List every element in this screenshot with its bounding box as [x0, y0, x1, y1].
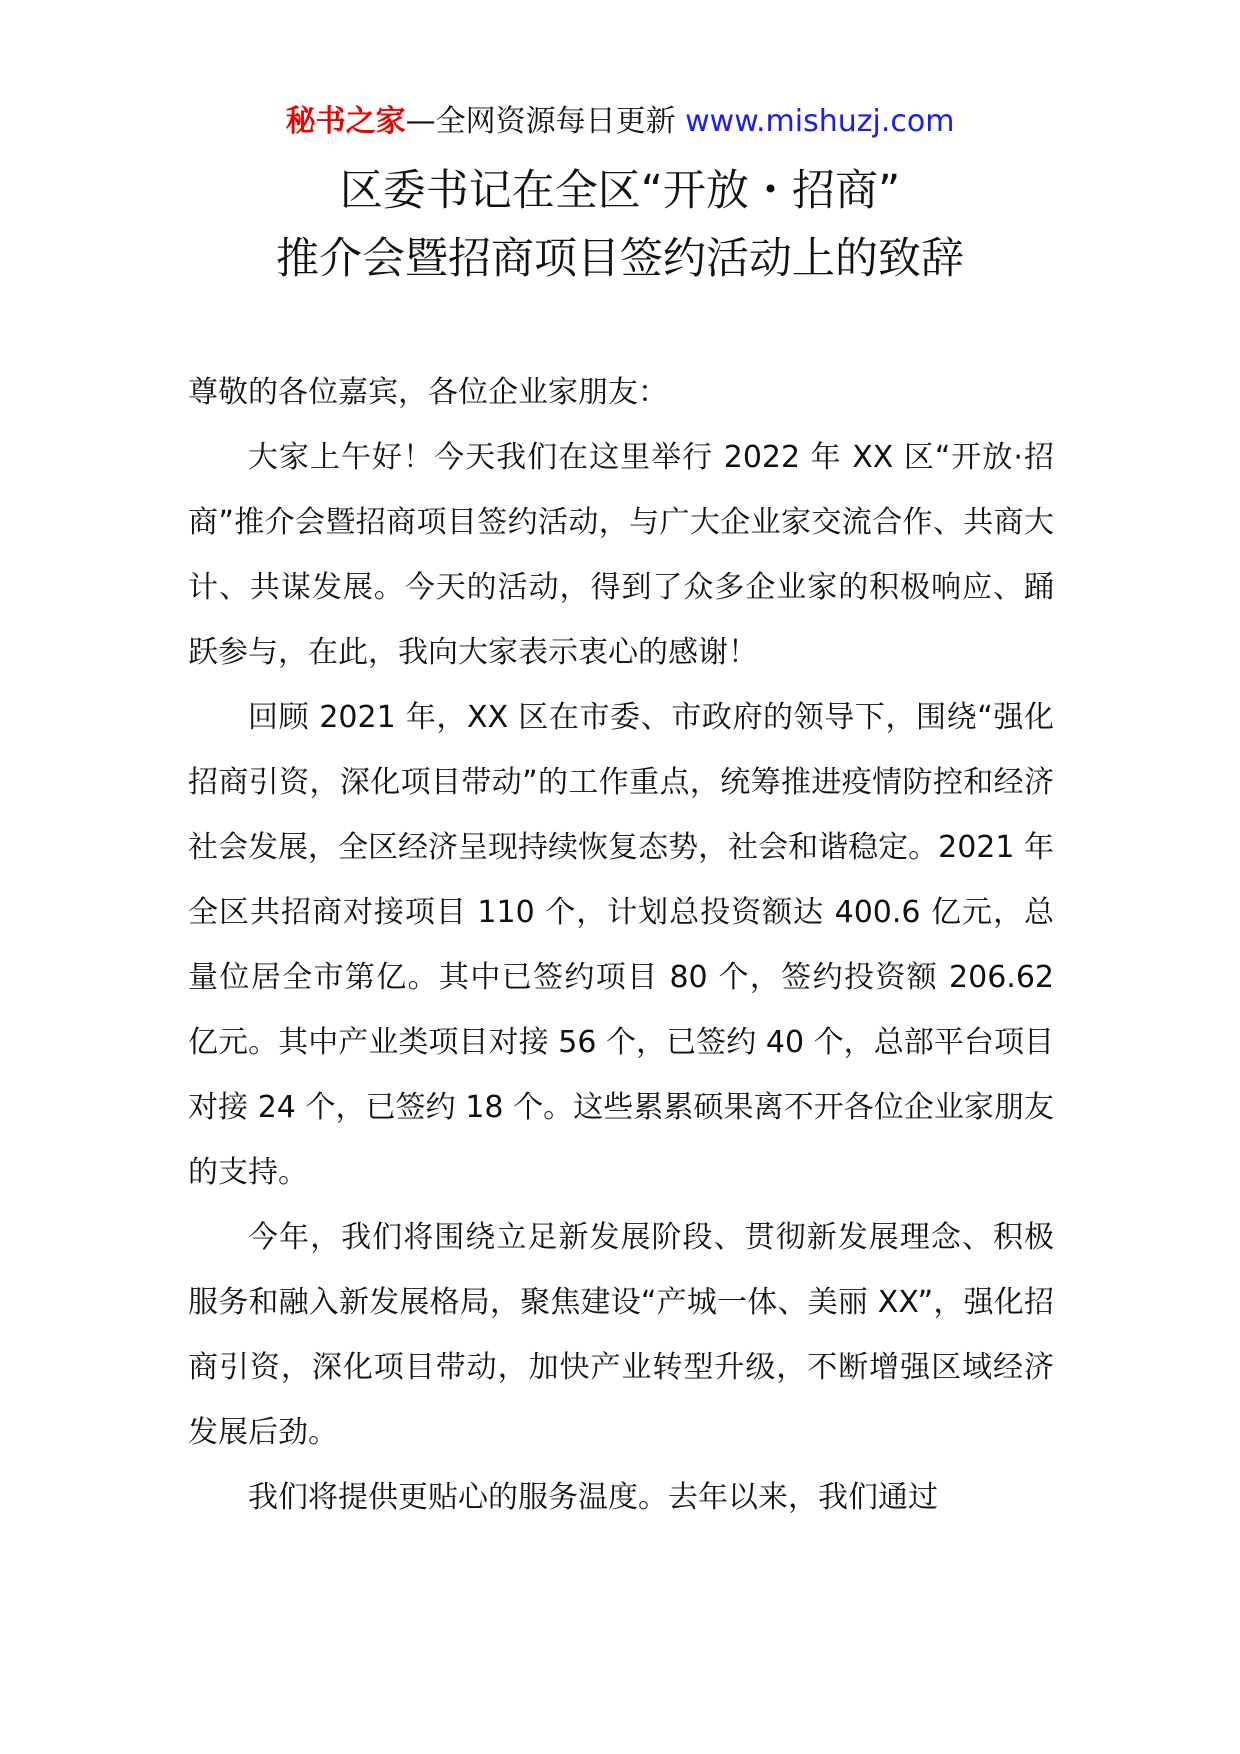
site-url-link[interactable]: www.mishuzj.com	[685, 104, 955, 139]
paragraph-4: 我们将提供更贴心的服务温度。去年以来，我们通过	[248, 1480, 938, 1515]
header-slogan: —全网资源每日更新	[405, 104, 676, 139]
paragraph-2: 回顾 2021 年，XX 区在市委、市政府的领导下，围绕“强化招商引资，深化项目带动”的工作重点，统筹推进疫情防控和经济社会发展，全区经济呈现持续恢复态势，社会和谐稳定。2021 年全区共招商对接项目 110 个，计划总投资额达 400.6 亿元，总量位居全市第亿。其中已签约项目 80 个，签约投资额 206.62 亿元。其中产业类项目对接 56 个，已签约 40 个，总部平台项目对接 24 个，已签约 18 个。这些累累硕果离不开各位企业家朋友的支持。	[188, 700, 1054, 1190]
document-title-line-1: 区委书记在全区“开放・招商”	[339, 166, 901, 216]
brand-name: 秘书之家	[285, 104, 406, 139]
site-header	[0, 100, 1240, 144]
paragraph-1: 大家上午好！今天我们在这里举行 2022 年 XX 区“开放·招商”推介会暨招商项目签约活动，与广大企业家交流合作、共商大计、共谋发展。今天的活动，得到了众多企业家的积极响应、踊跃参与，在此，我向大家表示衷心的感谢！	[188, 440, 1054, 670]
paragraph-3: 今年，我们将围绕立足新发展阶段、贯彻新发展理念、积极服务和融入新发展格局，聚焦建设“产城一体、美丽 XX”，强化招商引资，深化项目带动，加快产业转型升级，不断增强区域经济发展后劲。	[188, 1220, 1054, 1450]
document-title-line-2: 推介会暨招商项目签约活动上的致辞	[276, 234, 964, 284]
salutation: 尊敬的各位嘉宾，各位企业家朋友：	[188, 375, 668, 410]
document-body	[188, 360, 1054, 1530]
